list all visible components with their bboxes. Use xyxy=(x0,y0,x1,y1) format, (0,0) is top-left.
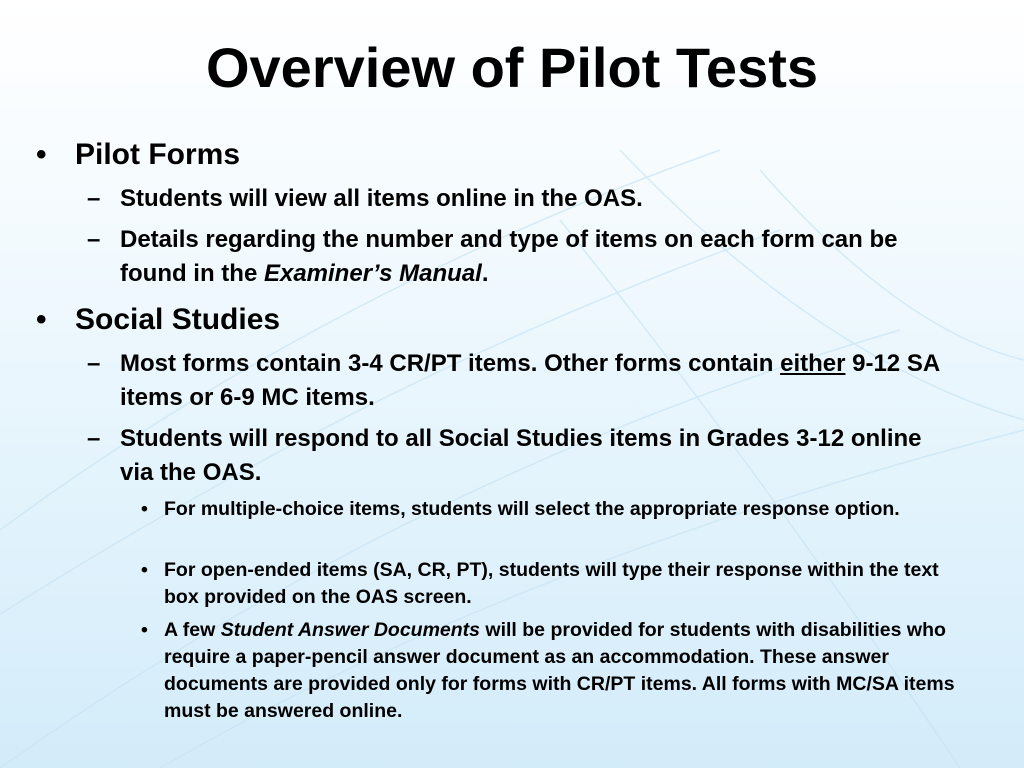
dash-marker: – xyxy=(87,226,101,253)
student-answer-documents-title: Student Answer Documents xyxy=(220,619,481,641)
subbullet-view-items-online: Students will view all items online in the OAS. xyxy=(120,185,643,212)
text-segment: 9-12 SA items or 6-9 MC items. xyxy=(120,350,940,411)
detail-open-ended: For open-ended items (SA, CR, PT), students will type their response within the text box provided on the OAS screen. xyxy=(164,559,939,608)
dash-marker: – xyxy=(87,425,101,452)
text-segment: A few xyxy=(164,619,221,641)
detail-answer-documents xyxy=(164,617,964,725)
bullet-marker: • xyxy=(36,138,47,171)
small-bullet-marker: • xyxy=(141,619,148,641)
detail-multiple-choice: For multiple-choice items, students will select the appropriate response option. xyxy=(164,498,900,520)
text-segment: will be provided for students with disabilities who require a paper-pencil answer document as an accommodation. These answer documents are provided only for forms with CR/PT items. All forms with MC/SA items must be answered online. xyxy=(164,619,955,722)
text-segment: . xyxy=(481,260,489,287)
dash-marker: – xyxy=(87,185,101,212)
text-segment: Most forms contain 3-4 CR/PT items. Other forms contain xyxy=(120,350,781,377)
small-bullet-marker: • xyxy=(141,498,148,520)
text-segment: Details regarding the number and type of items on each form can be found in the xyxy=(120,226,898,287)
bullet-social-studies: Social Studies xyxy=(75,303,281,336)
bullet-pilot-forms: Pilot Forms xyxy=(75,138,241,171)
either-emphasis: either xyxy=(780,350,846,377)
small-bullet-marker: • xyxy=(141,559,148,581)
dash-marker: – xyxy=(87,350,101,377)
subbullet-respond-online: Students will respond to all Social Studies items in Grades 3-12 online via the OAS. xyxy=(120,425,922,486)
subbullet-details-examiners-manual xyxy=(120,223,960,291)
slide-title: Overview of Pilot Tests xyxy=(205,36,819,99)
examiners-manual-title: Examiner’s Manual xyxy=(263,260,482,287)
subbullet-most-forms xyxy=(120,347,960,415)
bullet-marker: • xyxy=(36,303,47,336)
